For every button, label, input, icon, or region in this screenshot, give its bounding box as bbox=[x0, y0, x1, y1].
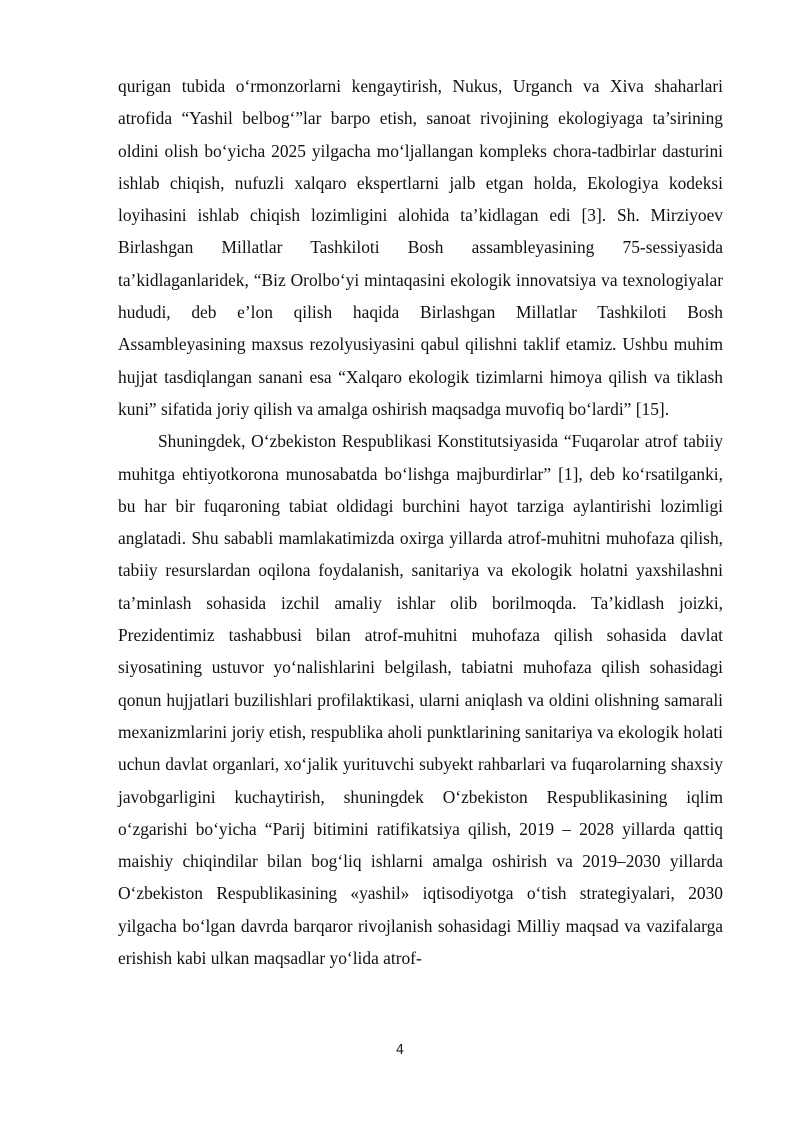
paragraph-constitution: Shuningdek, O‘zbekiston Respublikasi Konstitutsiyasida “Fuqarolar atrof tabiiy muhitga ehtiyotkorona munosabatda bo‘lishga majburdirlar” [1], deb ko‘rsatilganki, bu har bir fuqaroning tabiat oldidagi burchini hayot tarziga aylantirishi lozimligi anglatadi. Shu sababli mamlakatimizda oxirga yillarda atrof-muhitni muhofaza qilish, tabiiy resurslardan oqilona foydalanish, sanitariya va ekologik holatni yaxshilashni ta’minlash sohasida izchil amaliy ishlar olib borilmoqda. Ta’kidlash joizki, Prezidentimiz tashabbusi bilan atrof-muhitni muhofaza qilish sohasida davlat siyosatining ustuvor yo‘nalishlarini belgilash, tabiatni muhofaza qilish sohasidagi qonun hujjatlari buzilishlari profilaktikasi, ularni aniqlash va oldini olishning samarali mexanizmlarini joriy etish, respublika aholi punktlarining sanitariya va ekologik holati uchun davlat organlari, xo‘jalik yurituvchi subyekt rahbarlari va fuqarolarning shaxsiy javobgarligini kuchaytirish, shuningdek O‘zbekiston Respublikasining iqlim o‘zgarishi bo‘yicha “Parij bitimini ratifikatsiya qilish, 2019 – 2028 yillarda qattiq maishiy chiqindilar bilan bog‘liq ishlarni amalga oshirish va 2019–2030 yillarda O‘zbekiston Respublikasining «yashil» iqtisodiyotga o‘tish strategiyalari, 2030 yilgacha bo‘lgan davrda barqaror rivojlanish sohasidagi Milliy maqsad va vazifalarga erishish kabi ulkan maqsadlar yo‘lida atrof- bbox=[118, 431, 723, 969]
paragraph-continuation: qurigan tubida o‘rmonzorlarni kengaytirish, Nukus, Urganch va Xiva shaharlari atrofida “Yashil belbog‘”lar barpo etish, sanoat rivojining ekologiyaga ta’sirining oldini olish bo‘yicha 2025 yilgacha mo‘ljallangan kompleks chora-tadbirlar dasturini ishlab chiqish, nufuzli xalqaro ekspertlarni jalb etgan holda, Ekologiya kodeksi loyihasini ishlab chiqish lozimligini alohida ta’kidlagan edi [3]. Sh. Mirziyoev Birlashgan Millatlar Tashkiloti Bosh assambleyasining 75-sessiyasida ta’kidlaganlaridek, “Biz Orolbo‘yi mintaqasini ekologik innovatsiya va texnologiyalar hududi, deb e’lon qilish haqida Birlashgan Millatlar Tashkiloti Bosh Assambleyasining maxsus rezolyusiyasini qabul qilishni taklif etamiz. Ushbu muhim hujjat tasdiqlangan sanani esa “Xalqaro ekologik tizimlarni himoya qilish va tiklash kuni” sifatida joriy qilish va amalga oshirish maqsadga muvofiq bo‘lardi” [15]. bbox=[118, 76, 723, 419]
page-number: 4 bbox=[395, 1043, 405, 1058]
page-body bbox=[118, 70, 723, 974]
